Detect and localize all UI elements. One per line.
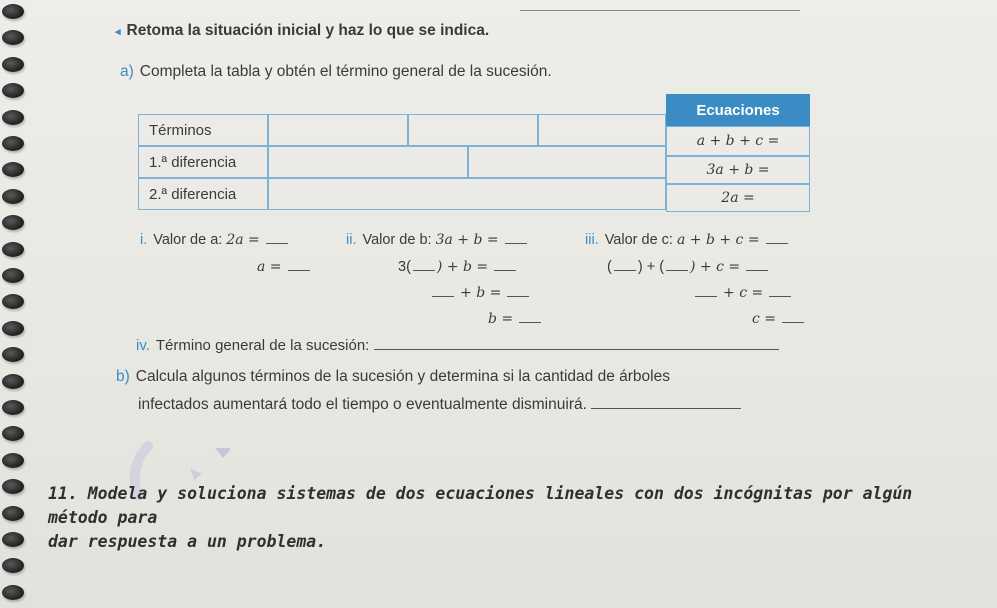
spiral-ring-icon bbox=[2, 189, 24, 204]
row-label-terminos: Términos bbox=[138, 114, 268, 146]
row-label-primera-diferencia: 1.ª diferencia bbox=[138, 146, 268, 178]
part-a-label: a) bbox=[120, 63, 134, 80]
answer-blank[interactable] bbox=[288, 258, 310, 271]
calc-i-text: Valor de a: bbox=[153, 232, 223, 248]
spiral-binding bbox=[0, 0, 30, 608]
answer-blank[interactable] bbox=[519, 310, 541, 323]
answer-blank[interactable] bbox=[413, 258, 435, 271]
calc-ii-text: Valor de b: bbox=[362, 232, 432, 248]
instruction-text: Retoma la situación inicial y haz lo que se indica. bbox=[126, 22, 490, 39]
calc-i-line2 bbox=[257, 258, 312, 275]
top-rule-line bbox=[520, 10, 800, 11]
equation-terminos: a + b + c = bbox=[666, 126, 810, 156]
equation-segunda-diferencia: 2a = bbox=[666, 184, 810, 212]
equation-primera-diferencia: 3a + b = bbox=[666, 156, 810, 184]
calc-iii-eq3: + c = bbox=[723, 285, 764, 301]
calc-iv-text: Término general de la sucesión: bbox=[155, 337, 370, 354]
calc-i-label: i. bbox=[140, 232, 148, 248]
spiral-ring-icon bbox=[2, 532, 24, 547]
spiral-ring-icon bbox=[2, 558, 24, 573]
answer-blank[interactable] bbox=[769, 284, 791, 297]
answer-line[interactable] bbox=[374, 337, 779, 350]
spiral-ring-icon bbox=[2, 136, 24, 151]
answer-blank[interactable] bbox=[505, 231, 527, 244]
calc-ii-eq1: 3a + b = bbox=[435, 232, 499, 248]
calc-ii-line2 bbox=[398, 258, 518, 275]
spiral-ring-icon bbox=[2, 83, 24, 98]
calc-iii-open: ( bbox=[607, 259, 612, 275]
table-cell-empty[interactable] bbox=[268, 114, 408, 146]
answer-blank[interactable] bbox=[782, 310, 804, 323]
calc-iii-mid: ) + ( bbox=[637, 259, 665, 275]
calc-ii-eq4: b = bbox=[488, 311, 514, 327]
section-11 bbox=[48, 482, 978, 554]
table-cell-empty[interactable] bbox=[408, 114, 538, 146]
answer-blank[interactable] bbox=[266, 231, 288, 244]
table-cell-empty[interactable] bbox=[538, 114, 666, 146]
calc-iii-line4 bbox=[752, 310, 806, 327]
answer-blank[interactable] bbox=[432, 284, 454, 297]
part-b-line2 bbox=[138, 396, 741, 414]
calc-ii-eq2-post: ) + b = bbox=[436, 259, 489, 275]
spiral-ring-icon bbox=[2, 321, 24, 336]
table-cell-empty[interactable] bbox=[468, 146, 666, 178]
spiral-ring-icon bbox=[2, 374, 24, 389]
calc-iii-eq2-post: ) + c = bbox=[690, 259, 741, 275]
spiral-ring-icon bbox=[2, 57, 24, 72]
part-b-label: b) bbox=[116, 368, 130, 385]
answer-blank[interactable] bbox=[507, 284, 529, 297]
answer-blank[interactable] bbox=[695, 284, 717, 297]
spiral-ring-icon bbox=[2, 268, 24, 283]
instruction-heading bbox=[115, 22, 489, 40]
calc-ii-line3 bbox=[430, 284, 531, 301]
triangle-bullet-icon: ◂ bbox=[115, 26, 121, 38]
calc-iii-text: Valor de c: bbox=[604, 232, 673, 248]
spiral-ring-icon bbox=[2, 400, 24, 415]
table-header-ecuaciones: Ecuaciones bbox=[666, 94, 810, 126]
spiral-ring-icon bbox=[2, 426, 24, 441]
calc-iii-label: iii. bbox=[585, 232, 599, 248]
calc-ii-eq3: + b = bbox=[460, 285, 502, 301]
answer-blank[interactable] bbox=[614, 258, 636, 271]
answer-line[interactable] bbox=[591, 396, 741, 409]
calc-iii-eq4: c = bbox=[752, 311, 777, 327]
spiral-ring-icon bbox=[2, 506, 24, 521]
row-label-segunda-diferencia: 2.ª diferencia bbox=[138, 178, 268, 210]
calc-iii-line3 bbox=[693, 284, 793, 301]
spiral-ring-icon bbox=[2, 242, 24, 257]
part-a-text: Completa la tabla y obtén el término general de la sucesión. bbox=[139, 63, 552, 80]
answer-blank[interactable] bbox=[746, 258, 768, 271]
table-cell-empty[interactable] bbox=[268, 178, 666, 210]
part-b-line1 bbox=[116, 368, 670, 386]
section-11-line1: 11. Modela y soluciona sistemas de dos ecuaciones lineales con dos incógnitas por algún método para bbox=[48, 484, 913, 527]
calc-iii-line1 bbox=[585, 231, 790, 248]
answer-blank[interactable] bbox=[494, 258, 516, 271]
spiral-ring-icon bbox=[2, 294, 24, 309]
calc-i-line1 bbox=[140, 231, 290, 248]
spiral-ring-icon bbox=[2, 453, 24, 468]
part-b-text2: infectados aumentará todo el tiempo o eventualmente disminuirá. bbox=[138, 396, 587, 413]
calc-iv-label: iv. bbox=[136, 337, 150, 354]
calc-iii-line2 bbox=[607, 258, 770, 275]
part-b-text1: Calcula algunos términos de la sucesión y determina si la cantidad de árboles bbox=[135, 368, 670, 385]
spiral-ring-icon bbox=[2, 162, 24, 177]
calc-iii-eq1: a + b + c = bbox=[676, 232, 760, 248]
sequence-table bbox=[138, 94, 810, 212]
calc-ii-label: ii. bbox=[346, 232, 357, 248]
spiral-ring-icon bbox=[2, 4, 24, 19]
calc-ii-eq2-pre: 3( bbox=[398, 259, 411, 275]
spiral-ring-icon bbox=[2, 585, 24, 600]
spiral-ring-icon bbox=[2, 215, 24, 230]
table-cell-empty[interactable] bbox=[268, 146, 468, 178]
part-a bbox=[120, 63, 552, 81]
spiral-ring-icon bbox=[2, 347, 24, 362]
calc-i-eq1: 2a = bbox=[226, 232, 260, 248]
calc-ii-line4 bbox=[488, 310, 543, 327]
calc-i-eq2: a = bbox=[257, 259, 282, 275]
spiral-ring-icon bbox=[2, 110, 24, 125]
answer-blank[interactable] bbox=[666, 258, 688, 271]
spiral-ring-icon bbox=[2, 30, 24, 45]
section-11-line2: dar respuesta a un problema. bbox=[48, 532, 327, 551]
calc-ii-line1 bbox=[346, 231, 529, 248]
calc-iv bbox=[136, 337, 779, 354]
answer-blank[interactable] bbox=[766, 231, 788, 244]
spiral-ring-icon bbox=[2, 479, 24, 494]
